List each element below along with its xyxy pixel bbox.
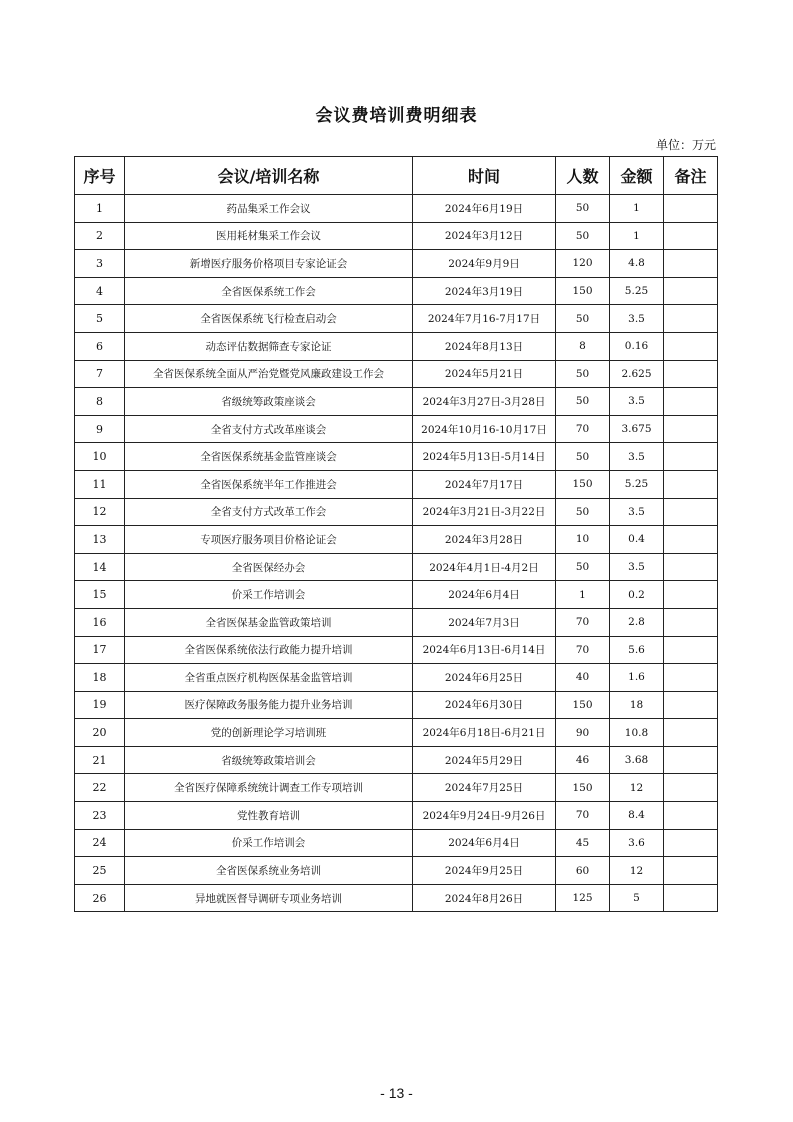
cell-amount: 3.68 bbox=[610, 746, 664, 774]
cell-name: 全省医保系统依法行政能力提升培训 bbox=[125, 636, 413, 664]
cell-time: 2024年8月13日 bbox=[413, 332, 556, 360]
cell-amount: 18 bbox=[610, 691, 664, 719]
cell-time: 2024年9月25日 bbox=[413, 857, 556, 885]
page-title: 会议费培训费明细表 bbox=[315, 106, 478, 126]
table-row bbox=[75, 443, 718, 471]
cell-people: 150 bbox=[556, 691, 610, 719]
cell-no: 11 bbox=[75, 470, 125, 498]
cell-amount: 2.625 bbox=[610, 360, 664, 388]
cell-time: 2024年5月21日 bbox=[413, 360, 556, 388]
cell-people: 50 bbox=[556, 360, 610, 388]
cell-note bbox=[664, 746, 718, 774]
cell-people: 46 bbox=[556, 746, 610, 774]
table-row bbox=[75, 305, 718, 333]
page-number: - 13 - bbox=[380, 1085, 413, 1101]
cell-no: 16 bbox=[75, 608, 125, 636]
cell-amount: 0.4 bbox=[610, 526, 664, 554]
cell-people: 50 bbox=[556, 553, 610, 581]
table-row bbox=[75, 470, 718, 498]
cell-people: 8 bbox=[556, 332, 610, 360]
cell-time: 2024年7月17日 bbox=[413, 470, 556, 498]
table-row bbox=[75, 222, 718, 250]
cell-name: 全省医保经办会 bbox=[125, 553, 413, 581]
cell-no: 22 bbox=[75, 774, 125, 802]
cell-note bbox=[664, 195, 718, 223]
cell-note bbox=[664, 443, 718, 471]
cell-time: 2024年10月16-10月17日 bbox=[413, 415, 556, 443]
cell-no: 14 bbox=[75, 553, 125, 581]
cell-no: 19 bbox=[75, 691, 125, 719]
cell-people: 150 bbox=[556, 277, 610, 305]
table-row bbox=[75, 802, 718, 830]
cell-note bbox=[664, 719, 718, 747]
cell-time: 2024年3月27日-3月28日 bbox=[413, 388, 556, 416]
cell-name: 全省医保系统基金监管座谈会 bbox=[125, 443, 413, 471]
header-people: 人数 bbox=[556, 157, 610, 195]
cell-note bbox=[664, 470, 718, 498]
cell-note bbox=[664, 360, 718, 388]
cell-note bbox=[664, 802, 718, 830]
cell-no: 17 bbox=[75, 636, 125, 664]
cell-people: 70 bbox=[556, 415, 610, 443]
cell-amount: 0.16 bbox=[610, 332, 664, 360]
cell-note bbox=[664, 884, 718, 912]
cell-note bbox=[664, 857, 718, 885]
cell-people: 150 bbox=[556, 470, 610, 498]
cell-amount: 10.8 bbox=[610, 719, 664, 747]
cell-name: 党的创新理论学习培训班 bbox=[125, 719, 413, 747]
cell-no: 3 bbox=[75, 250, 125, 278]
cell-name: 异地就医督导调研专项业务培训 bbox=[125, 884, 413, 912]
cell-amount: 1 bbox=[610, 222, 664, 250]
cell-note bbox=[664, 829, 718, 857]
cell-amount: 1.6 bbox=[610, 664, 664, 692]
cell-no: 10 bbox=[75, 443, 125, 471]
cell-note bbox=[664, 774, 718, 802]
table-row bbox=[75, 691, 718, 719]
header-note: 备注 bbox=[664, 157, 718, 195]
cell-people: 50 bbox=[556, 222, 610, 250]
cell-time: 2024年9月24日-9月26日 bbox=[413, 802, 556, 830]
cell-time: 2024年6月25日 bbox=[413, 664, 556, 692]
cell-time: 2024年6月13日-6月14日 bbox=[413, 636, 556, 664]
cell-no: 18 bbox=[75, 664, 125, 692]
table-row bbox=[75, 608, 718, 636]
cell-people: 50 bbox=[556, 498, 610, 526]
table-row bbox=[75, 195, 718, 223]
cell-no: 13 bbox=[75, 526, 125, 554]
cell-time: 2024年6月30日 bbox=[413, 691, 556, 719]
cell-no: 8 bbox=[75, 388, 125, 416]
cell-time: 2024年3月21日-3月22日 bbox=[413, 498, 556, 526]
table-row bbox=[75, 553, 718, 581]
cell-people: 10 bbox=[556, 526, 610, 554]
cell-amount: 4.8 bbox=[610, 250, 664, 278]
table-row bbox=[75, 360, 718, 388]
cell-no: 2 bbox=[75, 222, 125, 250]
cell-time: 2024年7月3日 bbox=[413, 608, 556, 636]
table-row bbox=[75, 332, 718, 360]
cell-people: 120 bbox=[556, 250, 610, 278]
cell-note bbox=[664, 415, 718, 443]
cell-people: 40 bbox=[556, 664, 610, 692]
cell-people: 50 bbox=[556, 388, 610, 416]
cell-people: 70 bbox=[556, 802, 610, 830]
cell-name: 党性教育培训 bbox=[125, 802, 413, 830]
cell-no: 6 bbox=[75, 332, 125, 360]
cell-name: 全省医疗保障系统统计调查工作专项培训 bbox=[125, 774, 413, 802]
table-row bbox=[75, 746, 718, 774]
table-row bbox=[75, 277, 718, 305]
cell-name: 新增医疗服务价格项目专家论证会 bbox=[125, 250, 413, 278]
cell-name: 价采工作培训会 bbox=[125, 829, 413, 857]
cell-people: 1 bbox=[556, 581, 610, 609]
cell-name: 药品集采工作会议 bbox=[125, 195, 413, 223]
table-row bbox=[75, 388, 718, 416]
cell-note bbox=[664, 581, 718, 609]
cell-amount: 8.4 bbox=[610, 802, 664, 830]
cell-name: 价采工作培训会 bbox=[125, 581, 413, 609]
cell-note bbox=[664, 553, 718, 581]
cell-amount: 0.2 bbox=[610, 581, 664, 609]
cell-amount: 3.5 bbox=[610, 498, 664, 526]
cell-name: 医用耗材集采工作会议 bbox=[125, 222, 413, 250]
cell-amount: 12 bbox=[610, 857, 664, 885]
cell-time: 2024年3月28日 bbox=[413, 526, 556, 554]
cell-amount: 3.5 bbox=[610, 305, 664, 333]
cell-time: 2024年8月26日 bbox=[413, 884, 556, 912]
cell-time: 2024年6月18日-6月21日 bbox=[413, 719, 556, 747]
table-row bbox=[75, 498, 718, 526]
table-row bbox=[75, 884, 718, 912]
cell-no: 7 bbox=[75, 360, 125, 388]
cell-note bbox=[664, 636, 718, 664]
header-amount: 金额 bbox=[610, 157, 664, 195]
cell-time: 2024年3月12日 bbox=[413, 222, 556, 250]
cell-time: 2024年6月4日 bbox=[413, 581, 556, 609]
cell-name: 专项医疗服务项目价格论证会 bbox=[125, 526, 413, 554]
table-row bbox=[75, 526, 718, 554]
cell-amount: 12 bbox=[610, 774, 664, 802]
cell-amount: 5 bbox=[610, 884, 664, 912]
cell-no: 5 bbox=[75, 305, 125, 333]
cell-name: 医疗保障政务服务能力提升业务培训 bbox=[125, 691, 413, 719]
cell-people: 60 bbox=[556, 857, 610, 885]
cell-no: 23 bbox=[75, 802, 125, 830]
cell-people: 70 bbox=[556, 608, 610, 636]
cell-no: 21 bbox=[75, 746, 125, 774]
cell-no: 20 bbox=[75, 719, 125, 747]
cell-amount: 5.6 bbox=[610, 636, 664, 664]
cell-name: 省级统筹政策座谈会 bbox=[125, 388, 413, 416]
cell-note bbox=[664, 526, 718, 554]
cell-name: 全省医保基金监管政策培训 bbox=[125, 608, 413, 636]
cell-name: 全省医保系统业务培训 bbox=[125, 857, 413, 885]
cell-no: 12 bbox=[75, 498, 125, 526]
cell-time: 2024年5月29日 bbox=[413, 746, 556, 774]
unit-label: 单位：万元 bbox=[655, 138, 716, 152]
cell-time: 2024年6月19日 bbox=[413, 195, 556, 223]
cell-note bbox=[664, 250, 718, 278]
cell-time: 2024年3月19日 bbox=[413, 277, 556, 305]
table-row bbox=[75, 581, 718, 609]
header-name: 会议/培训名称 bbox=[125, 157, 413, 195]
cell-note bbox=[664, 498, 718, 526]
table-row bbox=[75, 829, 718, 857]
table-row bbox=[75, 250, 718, 278]
cell-amount: 2.8 bbox=[610, 608, 664, 636]
cell-no: 15 bbox=[75, 581, 125, 609]
header-no: 序号 bbox=[75, 157, 125, 195]
table-row bbox=[75, 774, 718, 802]
cell-amount: 3.5 bbox=[610, 443, 664, 471]
table-row bbox=[75, 636, 718, 664]
cell-no: 1 bbox=[75, 195, 125, 223]
cell-time: 2024年9月9日 bbox=[413, 250, 556, 278]
cell-name: 动态评估数据筛查专家论证 bbox=[125, 332, 413, 360]
cell-time: 2024年5月13日-5月14日 bbox=[413, 443, 556, 471]
cell-amount: 5.25 bbox=[610, 470, 664, 498]
cell-people: 50 bbox=[556, 443, 610, 471]
cell-name: 省级统筹政策培训会 bbox=[125, 746, 413, 774]
cell-name: 全省医保系统全面从严治党暨党风廉政建设工作会 bbox=[125, 360, 413, 388]
cell-people: 150 bbox=[556, 774, 610, 802]
cell-people: 45 bbox=[556, 829, 610, 857]
cell-note bbox=[664, 691, 718, 719]
table-row bbox=[75, 664, 718, 692]
cell-no: 24 bbox=[75, 829, 125, 857]
cell-no: 4 bbox=[75, 277, 125, 305]
cell-note bbox=[664, 388, 718, 416]
cell-note bbox=[664, 222, 718, 250]
expense-table bbox=[74, 156, 718, 912]
cell-name: 全省医保系统工作会 bbox=[125, 277, 413, 305]
cell-amount: 3.5 bbox=[610, 553, 664, 581]
cell-amount: 3.675 bbox=[610, 415, 664, 443]
cell-time: 2024年7月25日 bbox=[413, 774, 556, 802]
cell-no: 25 bbox=[75, 857, 125, 885]
cell-note bbox=[664, 608, 718, 636]
header-time: 时间 bbox=[413, 157, 556, 195]
cell-people: 90 bbox=[556, 719, 610, 747]
cell-name: 全省医保系统半年工作推进会 bbox=[125, 470, 413, 498]
cell-amount: 1 bbox=[610, 195, 664, 223]
table-row bbox=[75, 857, 718, 885]
cell-people: 50 bbox=[556, 305, 610, 333]
cell-note bbox=[664, 664, 718, 692]
cell-time: 2024年7月16-7月17日 bbox=[413, 305, 556, 333]
cell-no: 9 bbox=[75, 415, 125, 443]
cell-time: 2024年6月4日 bbox=[413, 829, 556, 857]
cell-amount: 5.25 bbox=[610, 277, 664, 305]
cell-name: 全省重点医疗机构医保基金监管培训 bbox=[125, 664, 413, 692]
cell-name: 全省支付方式改革工作会 bbox=[125, 498, 413, 526]
table-body bbox=[75, 195, 718, 912]
table-header-row bbox=[75, 157, 718, 195]
table-row bbox=[75, 415, 718, 443]
cell-people: 50 bbox=[556, 195, 610, 223]
cell-time: 2024年4月1日-4月2日 bbox=[413, 553, 556, 581]
cell-amount: 3.5 bbox=[610, 388, 664, 416]
cell-name: 全省医保系统飞行检查启动会 bbox=[125, 305, 413, 333]
table-row bbox=[75, 719, 718, 747]
cell-people: 125 bbox=[556, 884, 610, 912]
cell-note bbox=[664, 332, 718, 360]
cell-note bbox=[664, 277, 718, 305]
cell-amount: 3.6 bbox=[610, 829, 664, 857]
cell-name: 全省支付方式改革座谈会 bbox=[125, 415, 413, 443]
cell-people: 70 bbox=[556, 636, 610, 664]
cell-note bbox=[664, 305, 718, 333]
cell-no: 26 bbox=[75, 884, 125, 912]
